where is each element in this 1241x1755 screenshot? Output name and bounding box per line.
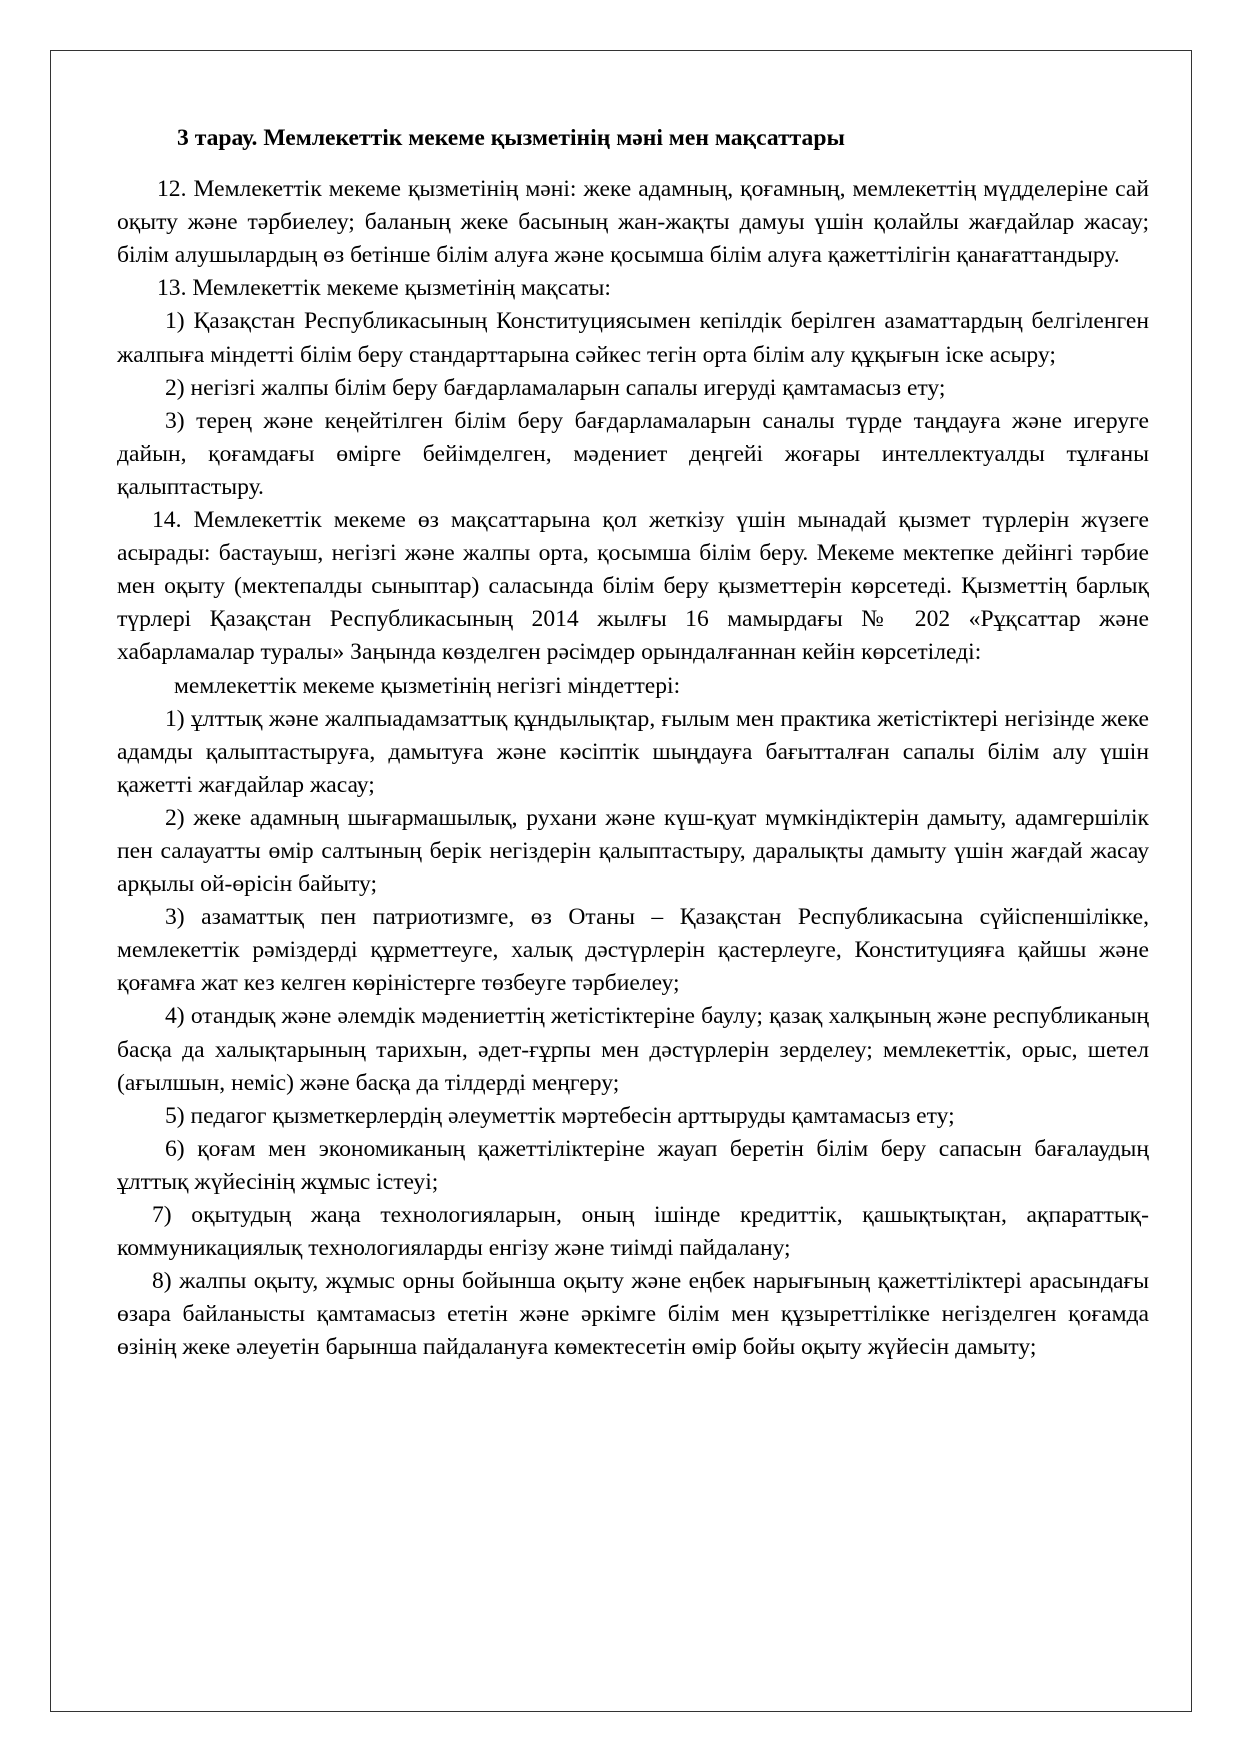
- goal-item-3: 3) терең және кеңейтілген білім беру бағдарламаларын саналы түрде таңдауға және игеруге дайын, қоғамдағы өмірге бейімделген, мәдениет деңгейі жоғары интеллектуалды тұлғаны қалыптастыру.: [117, 407, 1149, 500]
- paragraph-14: 14. Мемлекеттік мекеме өз мақсаттарына қол жеткізу үшін мынадай қызмет түрлерін жүзеге асырады: бастауыш, негізгі және жалпы орта, қосымша білім беру. Мекеме мектепке дейінгі тәрбие мен оқыту (мектепалды сыныптар) саласында білім беру қызметтерін көрсетеді. Қызметтің барлық түрлері Қазақстан Республикасының 2014 жылғы 16 мамырдағы № 202 «Рұқсаттар және хабарламалар туралы» Заңында көзделген рәсімдер орындалғаннан кейін көрсетіледі:: [117, 507, 1149, 666]
- goal-item-2: 2) негізгі жалпы білім беру бағдарламаларын сапалы игеруді қамтамасыз ету;: [165, 374, 946, 401]
- task-item-6: 6) қоғам мен экономиканың қажеттіліктеріне жауап беретін білім беру сапасын бағалаудың ұлттық жүйесінің жұмыс істеуі;: [117, 1135, 1149, 1195]
- goal-item-1: 1) Қазақстан Республикасының Конституциясымен кепілдік берілген азаматтардың белгіленген жалпыға міндетті білім беру стандарттарына сәйкес тегін орта білім алу құқығын іске асыру;: [117, 308, 1149, 368]
- task-item-8: 8) жалпы оқыту, жұмыс орны бойынша оқыту және еңбек нарығының қажеттіліктері арасындағы өзара байланысты қамтамасыз ететін және әркімге білім мен құзыреттілікке негізделген қоғамда өзінің жеке әлеуетін барынша пайдалануға көмектесетін өмір бойы оқыту жүйесін дамыту;: [117, 1268, 1149, 1361]
- task-item-3: 3) азаматтық пен патриотизмге, өз Отаны – Қазақстан Республикасына сүйіспеншілікке, мемлекеттік рәміздерді құрметтеуге, халық дәстүрлерін қастерлеуге, Конституцияға қайшы және қоғамға жат кез келген көріністерге төзбеуге тәрбиелеу;: [117, 904, 1149, 997]
- task-item-4: 4) отандық және әлемдік мәдениеттің жетістіктеріне баулу; қазақ халқының және республиканың басқа да халықтарының тарихын, әдет-ғұрпы мен дәстүрлерін зерделеу; мемлекеттік, орыс, шетел (ағылшын, неміс) және басқа да тілдерді меңгеру;: [117, 1003, 1149, 1096]
- task-item-5: 5) педагог қызметкерлердің әлеуметтік мәртебесін арттыруды қамтамасыз ету;: [165, 1102, 955, 1129]
- paragraph-12: 12. Мемлекеттік мекеме қызметінің мәні: жеке адамның, қоғамның, мемлекеттің мүдделеріне сай оқыту және тәрбиелеу; баланың жеке басының жан-жақты дамуы үшін қолайлы жағдайлар жасау; білім алушылардың өз бетінше білім алуға және қосымша білім алуға қажеттілігін қанағаттандыру.: [117, 176, 1149, 269]
- task-item-2: 2) жеке адамның шығармашылық, рухани және күш-қуат мүмкіндіктерін дамыту, адамгершілік пен салауатты өмір салтының берік негіздерін қалыптастыру, даралықты дамыту үшін жағдай жасау арқылы ой-өрісін байыту;: [117, 804, 1149, 898]
- tasks-intro: мемлекеттік мекеме қызметінің негізгі міндеттері:: [174, 672, 681, 699]
- chapter-heading: 3 тарау. Мемлекеттік мекеме қызметінің мәні мен мақсаттары: [177, 125, 845, 151]
- document-body: [117, 122, 1149, 1364]
- task-item-1: 1) ұлттық және жалпыадамзаттық құндылықтар, ғылым мен практика жетістіктері негізінде жеке адамды қалыптастыруға, дамытуға және кәсіптік шыңдауға бағытталған сапалы білім алу үшін қажетті жағдайлар жасау;: [117, 705, 1149, 798]
- task-item-7: 7) оқытудың жаңа технологияларын, оның ішінде кредиттік, қашықтықтан, ақпараттық-коммуникациялық технологияларды енгізу және тиімді пайдалану;: [117, 1202, 1149, 1262]
- paragraph-13: 13. Мемлекеттік мекеме қызметінің мақсаты:: [157, 275, 611, 302]
